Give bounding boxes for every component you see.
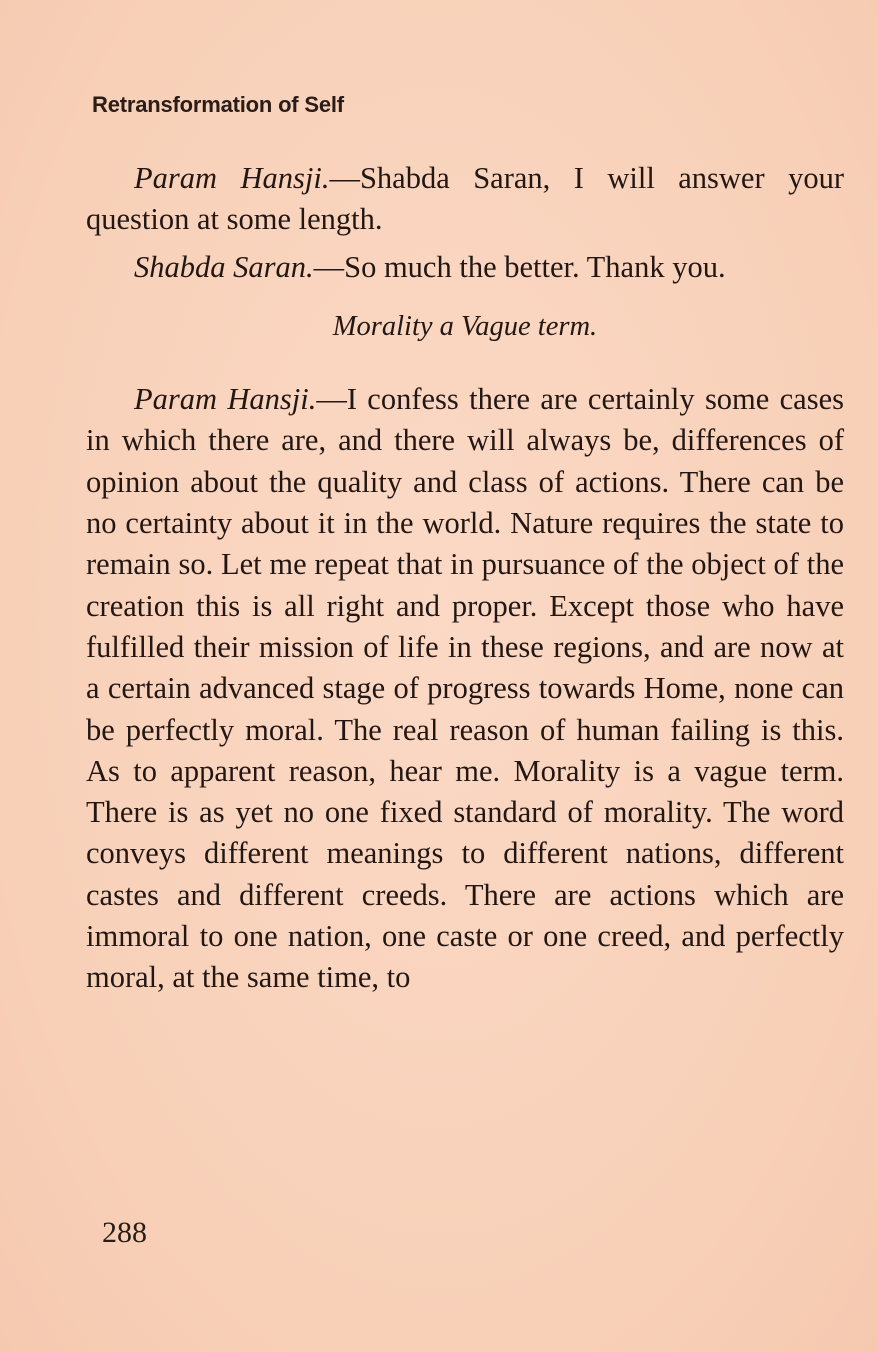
paragraph-text: So much the better. Thank you. (344, 249, 726, 284)
paragraph-3 (86, 379, 844, 998)
em-dash: — (316, 382, 347, 417)
paragraph-text: I confess there are certainly some cases in which there are, and there will always be, differences of opinion about the quality and class of actions. There can be no certainty about it in the world. Nature requires the state to remain so. Let me repeat that in pursuance of the object of the creation this is all right and proper. Except those who have fulfilled their mission of life in these regions, and are now at a certain advanced stage of progress towards Home, none can be perfectly moral. The real reason of human failing is this. As to apparent reason, hear me. Morality is a vague term. There is as yet no one fixed standard of morality. The word conveys different meanings to different nations, different castes and different creeds. There are actions which are immoral to one nation, one caste or one creed, and perfectly moral, at the same time, to (86, 382, 844, 995)
em-dash: — (329, 161, 360, 195)
section-heading: Morality a Vague term. (332, 310, 598, 342)
speaker-name: Param Hansji. (134, 382, 317, 417)
paragraph-1 (86, 158, 844, 241)
paragraph-2 (86, 247, 844, 288)
running-head: Retransformation of Self (92, 92, 344, 117)
page-number: 288 (102, 1216, 147, 1249)
paragraph-text: Shabda Saran, I will answer your question at some length. (86, 161, 844, 237)
speaker-name: Param Hansji. (134, 161, 330, 195)
em-dash: — (313, 249, 345, 284)
speaker-name: Shabda Saran. (134, 249, 314, 284)
body-text (86, 158, 844, 999)
